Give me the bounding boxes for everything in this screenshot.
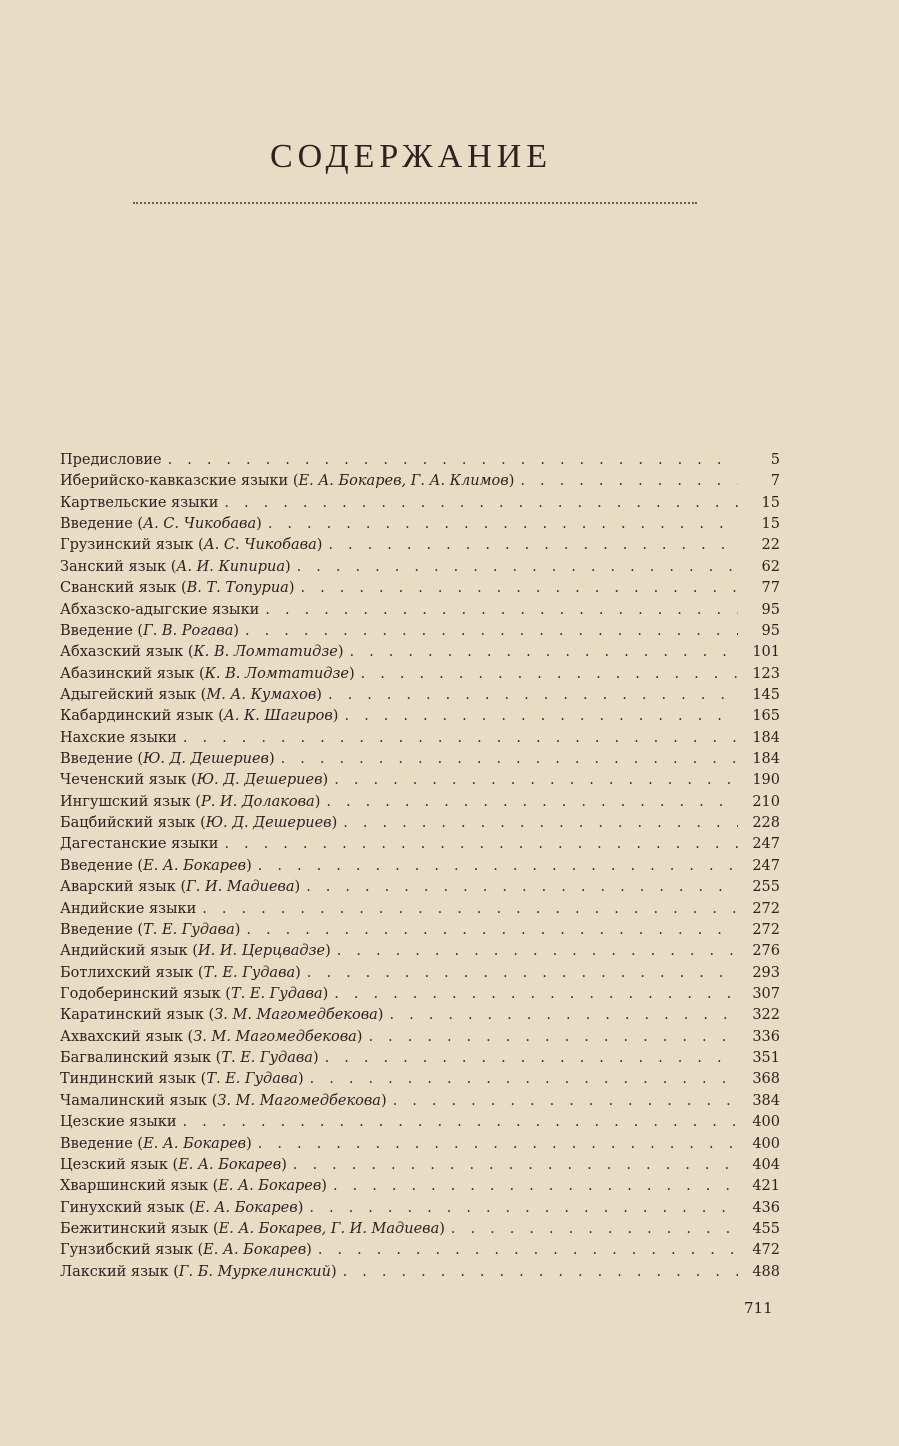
entry-title: Аварский язык (Г. И. Мадиева) [60, 879, 301, 896]
entry-title-text: Сванский язык [60, 580, 177, 597]
entry-title-text: Лакский язык [60, 1263, 169, 1280]
entry-title-text: Ахвахский язык [60, 1028, 183, 1045]
entry-title: Годоберинский язык (Т. Е. Гудава) [60, 985, 329, 1002]
toc-entry [60, 986, 780, 1007]
entry-page: 184 [752, 751, 780, 768]
entry-title: Багвалинский язык (Т. Е. Гудава) [60, 1050, 319, 1067]
entry-page: 101 [752, 644, 780, 661]
entry-author: В. Т. Топуриа [186, 580, 289, 597]
dot-leader [168, 452, 738, 468]
toc-entry [60, 644, 780, 665]
dot-leader [224, 836, 738, 852]
dot-leader [337, 943, 738, 959]
entry-title: Бежитинский язык (Е. А. Бокарев, Г. И. Мадиева) [60, 1220, 445, 1237]
entry-page: 436 [752, 1199, 780, 1216]
entry-title-text: Введение [60, 516, 133, 533]
entry-page: 455 [752, 1220, 780, 1237]
entry-title: Чамалинский язык (З. М. Магомедбекова) [60, 1092, 387, 1109]
entry-title-text: Каратинский язык [60, 1007, 204, 1024]
dot-leader [393, 1093, 738, 1109]
entry-title-text: Предисловие [60, 452, 162, 468]
toc-entry [60, 495, 780, 516]
entry-title-text: Занский язык [60, 558, 167, 575]
toc-entry [60, 537, 780, 558]
dot-leader [333, 1178, 738, 1194]
entry-author: А. К. Шагиров [223, 708, 333, 725]
entry-author: Е. А. Бокарев [218, 1178, 322, 1195]
entry-title: Введение (Т. Е. Гудава) [60, 921, 241, 938]
dot-leader [224, 495, 738, 511]
dot-leader [309, 1200, 738, 1216]
entry-page: 77 [761, 580, 780, 597]
toc-entry [60, 794, 780, 815]
entry-author: З. М. Магомедбекова [193, 1028, 357, 1045]
entry-page: 255 [752, 879, 780, 896]
entry-author: Г. Б. Муркелинский [178, 1263, 331, 1280]
entry-title: Введение (Е. А. Бокарев) [60, 857, 252, 874]
toc-entry [60, 452, 780, 473]
entry-title: Введение (Е. А. Бокарев) [60, 1135, 252, 1152]
entry-title: Каратинский язык (З. М. Магомедбекова) [60, 1007, 384, 1024]
toc-entry [60, 473, 780, 494]
entry-title-text: Дагестанские языки [60, 836, 219, 853]
entry-title: Введение (Ю. Д. Дешериев) [60, 751, 275, 768]
entry-title: Абхазский язык (К. В. Ломтатидзе) [60, 644, 344, 661]
entry-title-text: Тиндинский язык [60, 1071, 197, 1088]
dot-leader [451, 1221, 738, 1237]
entry-page: 165 [752, 708, 780, 725]
dot-leader [245, 623, 738, 639]
entry-page: 404 [752, 1156, 780, 1173]
entry-author: К. В. Ломтатидзе [193, 644, 338, 661]
entry-page: 247 [752, 836, 780, 853]
dot-leader [268, 516, 738, 532]
entry-page: 95 [761, 622, 780, 639]
entry-title [60, 602, 259, 618]
entry-author: Р. И. Долакова [200, 793, 315, 810]
toc-entry [60, 751, 780, 772]
entry-author: Т. Е. Гудава [206, 1071, 298, 1088]
toc-entry [60, 1264, 780, 1285]
table-of-contents [60, 452, 780, 1285]
entry-page: 272 [752, 921, 780, 938]
entry-author: И. И. Церцвадзе [197, 943, 326, 960]
dot-leader [293, 1157, 738, 1173]
dot-leader [350, 644, 738, 660]
entry-title: Лакский язык (Г. Б. Муркелинский) [60, 1263, 337, 1280]
entry-title-text: Чеченский язык [60, 772, 187, 789]
entry-page: 15 [761, 516, 780, 533]
entry-title-text: Аварский язык [60, 879, 176, 896]
entry-page: 384 [752, 1092, 780, 1109]
toc-entry [60, 858, 780, 879]
toc-entry [60, 1200, 780, 1221]
toc-entry [60, 580, 780, 601]
dot-leader [183, 1114, 739, 1130]
entry-author: Г. В. Рогава [143, 622, 234, 639]
dot-leader [183, 730, 738, 746]
entry-page: 7 [770, 473, 780, 490]
entry-page: 351 [752, 1050, 780, 1067]
dot-leader [318, 1242, 738, 1258]
entry-title-text: Картвельские языки [60, 494, 219, 511]
entry-title-text: Ботлихский язык [60, 964, 194, 981]
entry-title-text: Адыгейский язык [60, 686, 197, 703]
entry-title-text: Абхазский язык [60, 644, 184, 661]
toc-entry [60, 772, 780, 793]
toc-entry [60, 815, 780, 836]
entry-page: 62 [761, 558, 780, 575]
dot-leader [307, 965, 738, 981]
entry-author: З. М. Магомедбекова [214, 1007, 378, 1024]
entry-title: Чеченский язык (Ю. Д. Дешериев) [60, 772, 329, 789]
entry-title-text: Цезские языки [60, 1114, 177, 1131]
entry-author: Е. А. Бокарев [143, 1135, 247, 1152]
entry-author: К. В. Ломтатидзе [204, 665, 349, 682]
dot-leader [325, 1050, 738, 1066]
entry-title: Сванский язык (В. Т. Топуриа) [60, 580, 295, 597]
entry-page: 276 [752, 943, 780, 960]
toc-entry [60, 879, 780, 900]
dot-leader [343, 1264, 738, 1280]
entry-author: Ю. Д. Дешериев [143, 751, 269, 768]
entry-author: А. С. Чикобава [203, 537, 317, 554]
entry-title [60, 836, 218, 852]
dot-leader [258, 858, 738, 874]
entry-page: 190 [752, 772, 780, 789]
entry-title-text: Введение [60, 622, 133, 639]
entry-title-text: Андийские языки [60, 900, 197, 917]
entry-title-text: Цезский язык [60, 1156, 168, 1173]
toc-entry [60, 1136, 780, 1157]
entry-title: Тиндинский язык (Т. Е. Гудава) [60, 1071, 304, 1088]
entry-author: М. А. Кумахов [206, 686, 317, 703]
entry-page: 15 [761, 494, 780, 511]
entry-title: Кабардинский язык (А. К. Шагиров) [60, 708, 339, 725]
toc-entry [60, 1157, 780, 1178]
toc-entry [60, 1178, 780, 1199]
entry-page: 272 [752, 900, 780, 917]
entry-title: Гунзибский язык (Е. А. Бокарев) [60, 1242, 312, 1259]
entry-title-text: Абазинский язык [60, 665, 195, 682]
entry-author: Е. А. Бокарев [203, 1242, 307, 1259]
entry-title: Адыгейский язык (М. А. Кумахов) [60, 686, 322, 703]
dot-leader [343, 815, 738, 831]
entry-author: Е. А. Бокарев [194, 1199, 298, 1216]
entry-page: 336 [752, 1028, 780, 1045]
title-divider [133, 202, 697, 204]
entry-page: 247 [752, 857, 780, 874]
entry-title-text: Гунзибский язык [60, 1242, 193, 1259]
dot-leader [334, 772, 738, 788]
entry-author: Е. А. Бокарев, Г. А. Климов [298, 473, 509, 490]
toc-entry [60, 1242, 780, 1263]
toc-entry [60, 602, 780, 623]
entry-title [60, 730, 177, 746]
dot-leader [334, 986, 738, 1002]
dot-leader [326, 794, 738, 810]
entry-page: 123 [752, 665, 780, 682]
entry-page: 145 [752, 686, 780, 703]
entry-page: 22 [761, 537, 780, 554]
entry-title: Гинухский язык (Е. А. Бокарев) [60, 1199, 304, 1216]
entry-title: Андийский язык (И. И. Церцвадзе) [60, 943, 331, 960]
toc-entry [60, 1050, 780, 1071]
entry-title-text: Нахские языки [60, 729, 177, 746]
entry-author: Т. Е. Гудава [230, 985, 323, 1002]
toc-entry [60, 666, 780, 687]
entry-title: Ингушский язык (Р. И. Долакова) [60, 793, 321, 810]
entry-page: 472 [752, 1242, 780, 1259]
toc-entry [60, 623, 780, 644]
entry-author: Т. Е. Гудава [221, 1050, 313, 1067]
entry-title [60, 495, 218, 511]
entry-title: Хваршинский язык (Е. А. Бокарев) [60, 1178, 327, 1195]
entry-page: 95 [761, 601, 780, 618]
toc-entry [60, 559, 780, 580]
entry-title-text: Ингушский язык [60, 793, 191, 810]
entry-author: Т. Е. Гудава [143, 921, 235, 938]
entry-author: Е. А. Бокарев, Г. И. Мадиева [218, 1220, 440, 1237]
entry-page: 184 [752, 729, 780, 746]
entry-title-text: Багвалинский язык [60, 1050, 212, 1067]
toc-entry [60, 943, 780, 964]
toc-entry [60, 901, 780, 922]
entry-title: Грузинский язык (А. С. Чикобава) [60, 537, 323, 554]
entry-page: 400 [752, 1114, 780, 1131]
entry-title-text: Хваршинский язык [60, 1178, 209, 1195]
toc-entry [60, 1114, 780, 1135]
entry-title-text: Бацбийский язык [60, 815, 196, 832]
entry-title: Ботлихский язык (Т. Е. Гудава) [60, 964, 301, 981]
entry-title-text: Чамалинский язык [60, 1092, 208, 1109]
entry-page: 5 [770, 452, 780, 468]
dot-leader [281, 751, 738, 767]
toc-entry [60, 516, 780, 537]
toc-entry [60, 708, 780, 729]
entry-page: 368 [752, 1071, 780, 1088]
entry-title-text: Гинухский язык [60, 1199, 185, 1216]
dot-leader [389, 1007, 738, 1023]
page-title: СОДЕРЖАНИЕ [269, 138, 553, 175]
entry-page: 488 [752, 1263, 780, 1280]
entry-title: Введение (А. С. Чикобава) [60, 516, 262, 533]
entry-title [60, 1114, 177, 1130]
entry-title: Иберийско-кавказские языки (Е. А. Бокарев, Г. А. Климов) [60, 473, 515, 490]
entry-title-text: Грузинский язык [60, 537, 194, 554]
entry-author: Т. Е. Гудава [203, 964, 296, 981]
entry-title [60, 901, 196, 917]
entry-author: Г. И. Мадиева [186, 879, 295, 896]
dot-leader [328, 687, 738, 703]
dot-leader [361, 666, 738, 682]
dot-leader [328, 537, 738, 553]
page-number: 711 [744, 1299, 773, 1317]
entry-title: Абазинский язык (К. В. Ломтатидзе) [60, 665, 355, 682]
dot-leader [310, 1071, 738, 1087]
entry-title-text: Абхазско-адыгские языки [60, 601, 260, 618]
dot-leader [258, 1136, 738, 1152]
entry-page: 322 [752, 1007, 780, 1024]
entry-author: А. С. Чикобава [143, 516, 257, 533]
entry-title-text: Введение [60, 1135, 133, 1152]
toc-entry [60, 1093, 780, 1114]
entry-author: З. М. Магомедбекова [217, 1092, 381, 1109]
toc-entry [60, 965, 780, 986]
entry-title-text: Иберийско-кавказские языки [60, 473, 289, 490]
entry-title: Занский язык (А. И. Кипириа) [60, 558, 291, 575]
entry-title: Бацбийский язык (Ю. Д. Дешериев) [60, 815, 338, 832]
entry-author: Е. А. Бокарев [143, 857, 247, 874]
toc-entry [60, 730, 780, 751]
entry-title: Введение (Г. В. Рогава) [60, 622, 240, 639]
entry-title [60, 452, 162, 468]
entry-title-text: Введение [60, 921, 133, 938]
dot-leader [301, 580, 739, 596]
entry-page: 307 [752, 985, 780, 1002]
dot-leader [297, 559, 738, 575]
dot-leader [306, 879, 738, 895]
entry-title-text: Годоберинский язык [60, 985, 221, 1002]
toc-entry [60, 687, 780, 708]
entry-title-text: Андийский язык [60, 943, 188, 960]
toc-entry [60, 922, 780, 943]
toc-entry [60, 836, 780, 857]
entry-page: 400 [752, 1135, 780, 1152]
entry-title-text: Кабардинский язык [60, 708, 214, 725]
entry-author: Ю. Д. Дешериев [205, 815, 332, 832]
toc-entry [60, 1029, 780, 1050]
toc-entry [60, 1221, 780, 1242]
entry-title: Ахвахский язык (З. М. Магомедбекова) [60, 1028, 363, 1045]
dot-leader [246, 922, 738, 938]
entry-author: А. И. Кипириа [176, 558, 285, 575]
dot-leader [265, 602, 738, 618]
dot-leader [520, 473, 738, 489]
entry-page: 293 [752, 964, 780, 981]
toc-entry [60, 1071, 780, 1092]
entry-title-text: Введение [60, 857, 133, 874]
entry-title: Цезский язык (Е. А. Бокарев) [60, 1156, 287, 1173]
entry-author: Ю. Д. Дешериев [196, 772, 323, 789]
entry-page: 210 [752, 793, 780, 810]
dot-leader [202, 901, 738, 917]
dot-leader [368, 1029, 738, 1045]
entry-page: 421 [752, 1178, 780, 1195]
dot-leader [344, 708, 738, 724]
toc-entry [60, 1007, 780, 1028]
entry-title-text: Введение [60, 751, 133, 768]
entry-page: 228 [752, 815, 780, 832]
entry-title-text: Бежитинский язык [60, 1220, 209, 1237]
entry-author: Е. А. Бокарев [178, 1156, 282, 1173]
